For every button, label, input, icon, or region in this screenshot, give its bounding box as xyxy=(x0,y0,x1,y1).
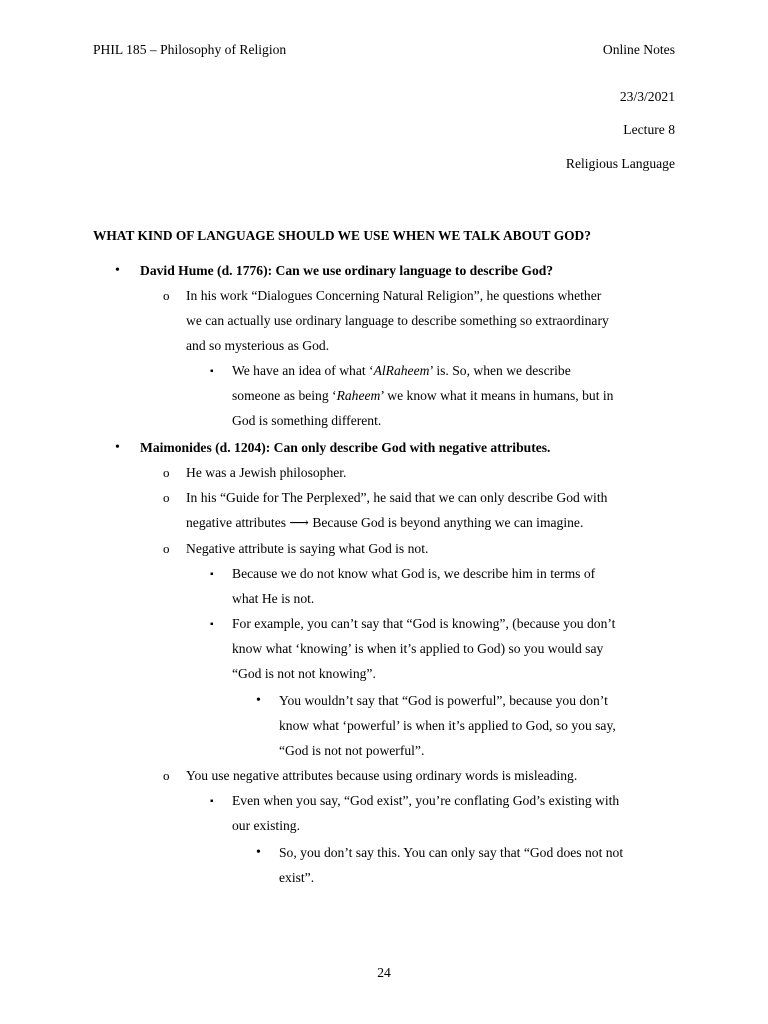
hume-paragraph-line: In his work “Dialogues Concerning Natural Religion”, he questions whether xyxy=(186,288,602,303)
page-number: 24 xyxy=(377,965,391,980)
bullet-disc: • xyxy=(256,845,261,860)
lecture-number: Lecture 8 xyxy=(623,122,675,137)
bullet-square: ▪ xyxy=(210,619,214,630)
bullet-square: ▪ xyxy=(210,796,214,807)
date: 23/3/2021 xyxy=(619,89,675,104)
bullet-circle: o xyxy=(163,768,170,783)
bullet-square: ▪ xyxy=(210,569,214,580)
maimonides-detail: You wouldn’t say that “God is powerful”, because you don’t xyxy=(279,693,608,708)
maimonides-detail: exist”. xyxy=(279,870,315,885)
maimonides-subpoint: what He is not. xyxy=(232,591,315,606)
maimonides-detail: So, you don’t say this. You can only say that “God does not not xyxy=(279,845,624,860)
course-title: PHIL 185 – Philosophy of Religion xyxy=(93,42,287,57)
bullet-disc: • xyxy=(115,263,120,278)
notes-label: Online Notes xyxy=(602,42,675,57)
hume-example-line: We have an idea of what ‘AlRaheem’ is. So, when we describe xyxy=(232,363,571,378)
hume-title: David Hume (d. 1776): Can we use ordinary language to describe God? xyxy=(140,263,554,278)
bullet-circle: o xyxy=(163,490,170,505)
maimonides-detail: know what ‘powerful’ is when it’s applied to God, so you say, xyxy=(279,718,616,733)
maimonides-detail: “God is not not powerful”. xyxy=(279,743,425,758)
bullet-circle: o xyxy=(163,465,170,480)
hume-paragraph-line: and so mysterious as God. xyxy=(186,338,330,353)
maimonides-point: He was a Jewish philosopher. xyxy=(186,465,347,480)
hume-paragraph-line: we can actually use ordinary language to describe something so extraordinary xyxy=(186,313,609,328)
raheem-term: Raheem xyxy=(336,388,381,403)
maimonides-subpoint: Even when you say, “God exist”, you’re conflating God’s existing with xyxy=(232,793,620,808)
maimonides-subpoint: Because we do not know what God is, we describe him in terms of xyxy=(232,566,596,581)
maimonides-title: Maimonides (d. 1204): Can only describe God with negative attributes. xyxy=(140,440,551,455)
section-heading: WHAT KIND OF LANGUAGE SHOULD WE USE WHEN WE TALK ABOUT GOD? xyxy=(93,228,591,243)
maimonides-point: Negative attribute is saying what God is not. xyxy=(186,541,429,556)
bullet-circle: o xyxy=(163,288,170,303)
maimonides-point: In his “Guide for The Perplexed”, he said that we can only describe God with xyxy=(186,490,608,505)
maimonides-point: negative attributes ⟶ Because God is beyond anything we can imagine. xyxy=(186,515,584,530)
bullet-square: ▪ xyxy=(210,366,214,377)
bullet-disc: • xyxy=(115,440,120,455)
maimonides-subpoint: For example, you can’t say that “God is knowing”, (because you don’t xyxy=(232,616,616,631)
lecture-topic: Religious Language xyxy=(565,156,675,171)
bullet-disc: • xyxy=(256,693,261,708)
maimonides-subpoint: know what ‘knowing’ is when it’s applied to God) so you would say xyxy=(232,641,604,656)
maimonides-subpoint: “God is not not knowing”. xyxy=(232,666,376,681)
hume-example-line: God is something different. xyxy=(232,413,382,428)
maimonides-point: You use negative attributes because using ordinary words is misleading. xyxy=(186,768,578,783)
hume-example-line: someone as being ‘Raheem’ we know what it means in humans, but in xyxy=(232,388,614,403)
maimonides-subpoint: our existing. xyxy=(232,818,300,833)
bullet-circle: o xyxy=(163,541,170,556)
alraheem-term: AlRaheem xyxy=(373,363,430,378)
